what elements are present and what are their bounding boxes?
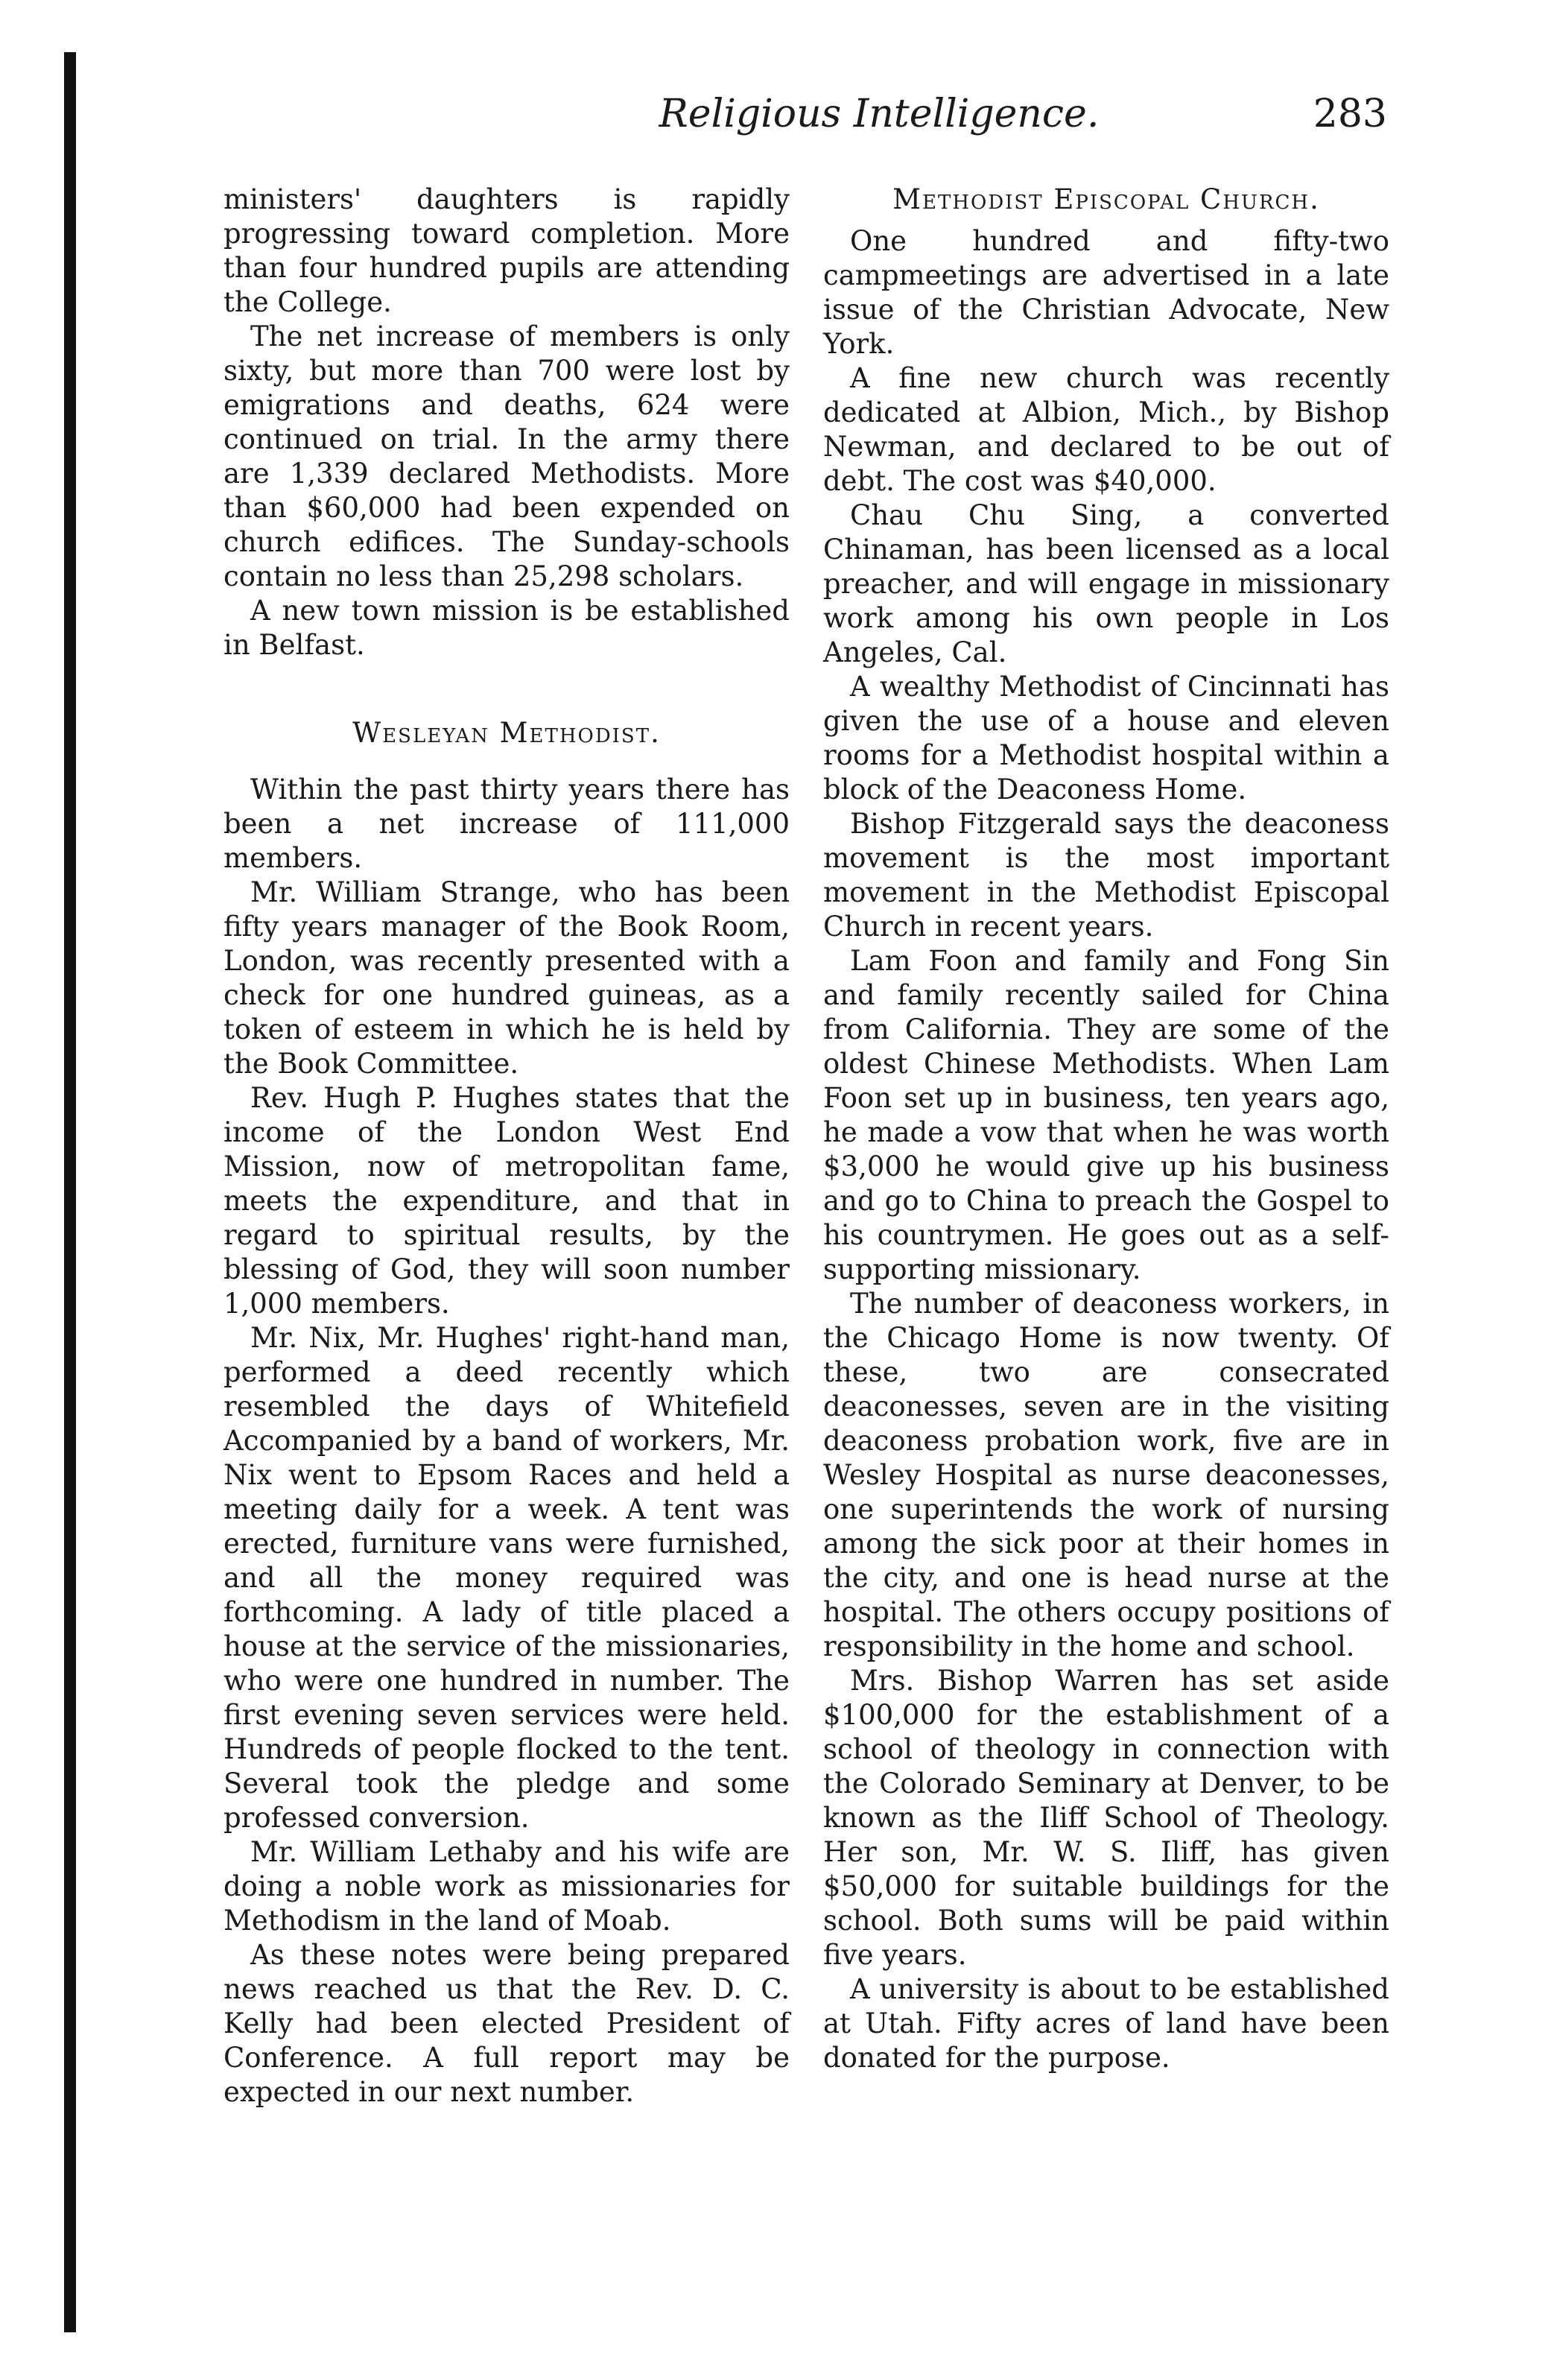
section-heading-methodist-episcopal-church: Methodist Episcopal Church. xyxy=(892,183,1320,215)
book-binding-edge xyxy=(64,52,76,2332)
paragraph: Lam Foon and family and Fong Sin and family recently sailed for China from California. They are some of the oldest Chinese Methodists. When Lam Foon set up in business, ten years ago, he made a vow that when he was worth $3,000 he would give up his business and go to China to preach the Gospel to his countrymen. He goes out as a self-supporting missionary. xyxy=(823,945,1389,1285)
right-column xyxy=(823,183,1389,2075)
paragraph: Mr. Nix, Mr. Hughes' right-hand man, performed a deed recently which resembled the days of Whitefield Accompanied by a band of workers, Mr. Nix went to Epsom Races and held a meeting daily for a week. A tent was erected, furniture vans were furnished, and all the money required was forthcoming. A lady of title placed a house at the service of the missionaries, who were one hundred in number. The first evening seven services were held. Hundreds of people flocked to the tent. Several took the pledge and some professed conversion. xyxy=(223,1322,790,1834)
paragraph: Mr. William Strange, who has been fifty years manager of the Book Room, London, was recently presented with a check for one hundred guineas, as a token of esteem in which he is held by the Book Committee. xyxy=(223,876,790,1080)
running-title: Religious Intelligence. xyxy=(659,92,1100,136)
paragraph: Mr. William Lethaby and his wife are doing a noble work as missionaries for Methodism in the land of Moab. xyxy=(223,1836,790,1937)
paragraph: A fine new church was recently dedicated at Albion, Mich., by Bishop Newman, and declared to be out of debt. The cost was $40,000. xyxy=(823,362,1389,497)
section-heading-wesleyan-methodist: Wesleyan Methodist. xyxy=(352,717,661,749)
left-column xyxy=(223,183,790,2110)
paragraph: Within the past thirty years there has been a net increase of 111,000 members. xyxy=(223,773,790,874)
paragraph: ministers' daughters is rapidly progressing toward completion. More than four hundred pupils are attending the College. xyxy=(223,183,790,318)
paragraph: Bishop Fitzgerald says the deaconess movement is the most important movement in the Methodist Episcopal Church in recent years. xyxy=(823,808,1389,943)
page-number: 283 xyxy=(1313,92,1387,136)
paragraph: A wealthy Methodist of Cincinnati has given the use of a house and eleven rooms for a Methodist hospital within a block of the Deaconess Home. xyxy=(823,671,1389,806)
paragraph: Chau Chu Sing, a converted Chinaman, has been licensed as a local preacher, and will engage in missionary work among his own people in Los Angeles, Cal. xyxy=(823,499,1389,668)
paragraph: One hundred and fifty-two campmeetings are advertised in a late issue of the Christian Advocate, New York. xyxy=(823,225,1389,360)
paragraph: A university is about to be established at Utah. Fifty acres of land have been donated for the purpose. xyxy=(823,1973,1389,2074)
paragraph: The net increase of members is only sixty, but more than 700 were lost by emigrations and deaths, 624 were continued on trial. In the army there are 1,339 declared Methodists. More than $60,000 had been expended on church edifices. The Sunday-schools contain no less than 25,298 scholars. xyxy=(223,320,790,592)
paragraph: A new town mission is be established in Belfast. xyxy=(223,595,790,661)
paragraph: Mrs. Bishop Warren has set aside $100,000 for the establishment of a school of theology in connection with the Colorado Seminary at Denver, to be known as the Iliff School of Theology. Her son, Mr. W. S. Iliff, has given $50,000 for suitable buildings for the school. Both sums will be paid within five years. xyxy=(823,1665,1389,1971)
paragraph: Rev. Hugh P. Hughes states that the income of the London West End Mission, now of metropolitan fame, meets the expenditure, and that in regard to spiritual results, by the blessing of God, they will soon number 1,000 members. xyxy=(223,1082,790,1320)
paragraph: The number of deaconess workers, in the Chicago Home is now twenty. Of these, two are consecrated deaconesses, seven are in the visiting deaconess probation work, five are in Wesley Hospital as nurse deaconesses, one superintends the work of nursing among the sick poor at their homes in the city, and one is head nurse at the hospital. The others occupy positions of responsibility in the home and school. xyxy=(823,1288,1389,1662)
paragraph: As these notes were being prepared news reached us that the Rev. D. C. Kelly had been elected President of Conference. A full report may be expected in our next number. xyxy=(223,1939,790,2108)
